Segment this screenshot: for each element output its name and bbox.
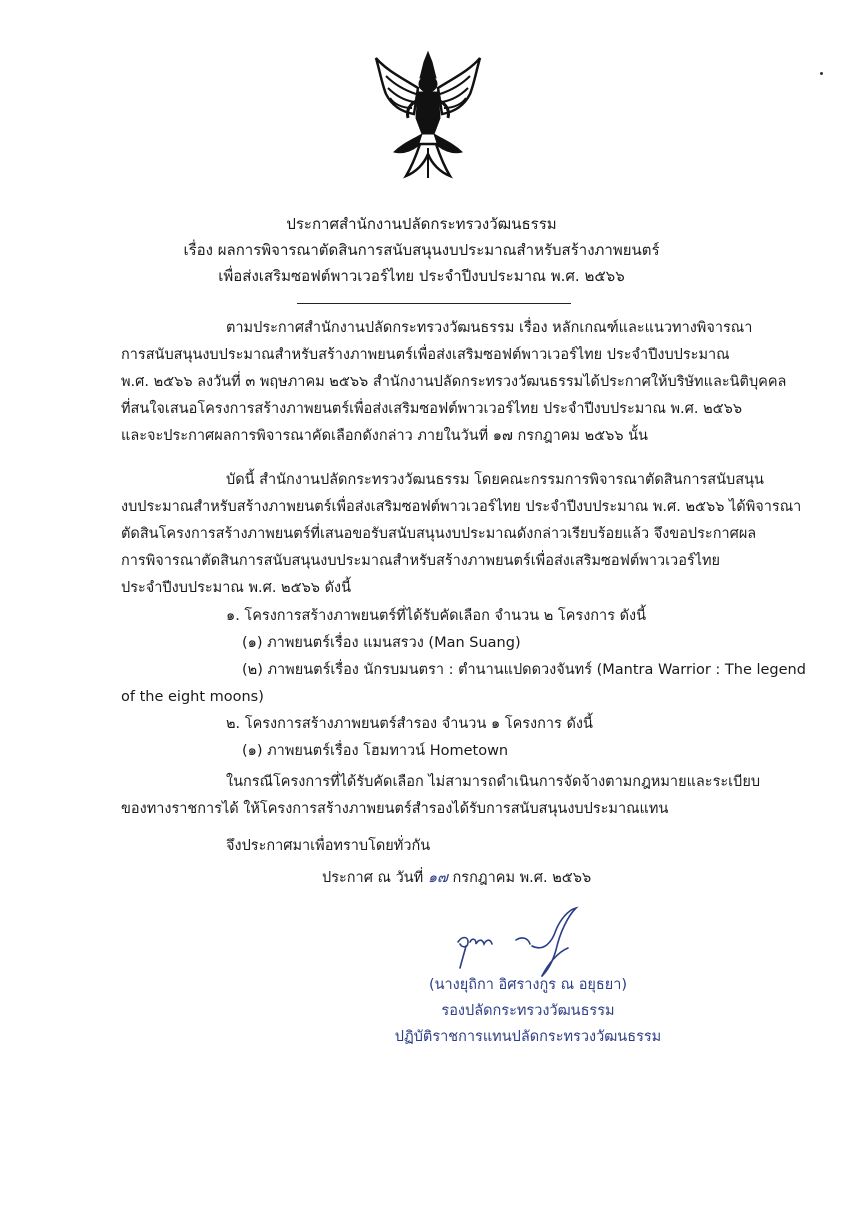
paragraph-3-line-1: ในกรณีโครงการที่ได้รับคัดเลือก ไม่สามารถดำเนินการจัดจ้างตามกฎหมายและระเบียบ [226, 774, 761, 790]
list-item-selected-projects: ๑. โครงการสร้างภาพยนตร์ที่ได้รับคัดเลือก จำนวน ๒ โครงการ ดังนี้ [226, 608, 646, 624]
list-subitem-man-suang: (๑) ภาพยนตร์เรื่อง แมนสรวง (Man Suang) [242, 635, 521, 651]
paragraph-2-line-1: บัดนี้ สำนักงานปลัดกระทรวงวัฒนธรรม โดยคณะกรรมการพิจารณาตัดสินการสนับสนุน [226, 472, 764, 488]
date-month-year: กรกฎาคม พ.ศ. ๒๕๖๖ [452, 870, 592, 886]
paragraph-2-line-3: ตัดสินโครงการสร้างภาพยนตร์ที่เสนอขอรับสนับสนุนงบประมาณดังกล่าวเรียบร้อยแล้ว จึงขอประกาศผล [121, 526, 757, 542]
announcement-subject-continued: เพื่อส่งเสริมซอฟต์พาวเวอร์ไทย ประจำปีงบประมาณ พ.ศ. ๒๕๖๖ [218, 267, 625, 285]
list-subitem-mantra-warrior: (๒) ภาพยนตร์เรื่อง นักรบมนตรา : ตำนานแปดดวงจันทร์ (Mantra Warrior : The legend [242, 662, 806, 678]
garuda-emblem-icon [372, 48, 484, 182]
paragraph-1-line-3: พ.ศ. ๒๕๖๖ ลงวันที่ ๓ พฤษภาคม ๒๕๖๖ สำนักงานปลัดกระทรวงวัฒนธรรมได้ประกาศให้บริษัทและนิติบุคคล [121, 374, 787, 390]
signatory-position: รองปลัดกระทรวงวัฒนธรรม [441, 1003, 615, 1019]
paragraph-1-line-2: การสนับสนุนงบประมาณสำหรับสร้างภาพยนตร์เพื่อส่งเสริมซอฟต์พาวเวอร์ไทย ประจำปีงบประมาณ [121, 347, 730, 363]
paragraph-1-line-4: ที่สนใจเสนอโครงการสร้างภาพยนตร์เพื่อส่งเสริมซอฟต์พาวเวอร์ไทย ประจำปีงบประมาณ พ.ศ. ๒๕๖๖ [121, 401, 743, 417]
paragraph-3-line-2: ของทางราชการได้ ให้โครงการสร้างภาพยนตร์สำรองได้รับการสนับสนุนงบประมาณแทน [121, 801, 669, 817]
paragraph-2-line-5: ประจำปีงบประมาณ พ.ศ. ๒๕๖๖ ดังนี้ [121, 580, 351, 596]
announcement-date [322, 866, 591, 890]
date-day-handwritten: ๑๗ [427, 870, 448, 886]
paragraph-1-line-5: และจะประกาศผลการพิจารณาคัดเลือกดังกล่าว ภายในวันที่ ๑๗ กรกฎาคม ๒๕๖๖ นั้น [121, 428, 648, 444]
list-subitem-mantra-warrior-continued: of the eight moons) [121, 689, 264, 705]
date-prefix: ประกาศ ณ วันที่ [322, 870, 424, 886]
paragraph-2-line-4: การพิจารณาตัดสินการสนับสนุนงบประมาณสำหรับสร้างภาพยนตร์เพื่อส่งเสริมซอฟต์พาวเวอร์ไทย [121, 553, 721, 569]
paragraph-2-line-2: งบประมาณสำหรับสร้างภาพยนตร์เพื่อส่งเสริมซอฟต์พาวเวอร์ไทย ประจำปีงบประมาณ พ.ศ. ๒๕๖๖ ได้พิจารณา [121, 499, 802, 515]
closing-statement: จึงประกาศมาเพื่อทราบโดยทั่วกัน [226, 838, 431, 854]
handwritten-signature [448, 902, 598, 982]
list-subitem-hometown: (๑) ภาพยนตร์เรื่อง โฮมทาวน์ Hometown [242, 743, 509, 759]
announcement-subject: เรื่อง ผลการพิจารณาตัดสินการสนับสนุนงบประมาณสำหรับสร้างภาพยนตร์ [183, 241, 660, 259]
signatory-acting-position: ปฏิบัติราชการแทนปลัดกระทรวงวัฒนธรรม [394, 1029, 662, 1045]
title-divider [297, 303, 571, 304]
announcement-title: ประกาศสำนักงานปลัดกระทรวงวัฒนธรรม [286, 215, 557, 233]
signatory-name: (นางยุถิกา อิศรางกูร ณ อยุธยา) [428, 977, 628, 993]
list-item-reserve-project: ๒. โครงการสร้างภาพยนตร์สำรอง จำนวน ๑ โครงการ ดังนี้ [226, 716, 593, 732]
scan-speck [820, 72, 823, 75]
paragraph-1-line-1: ตามประกาศสำนักงานปลัดกระทรวงวัฒนธรรม เรื่อง หลักเกณฑ์และแนวทางพิจารณา [226, 320, 753, 336]
